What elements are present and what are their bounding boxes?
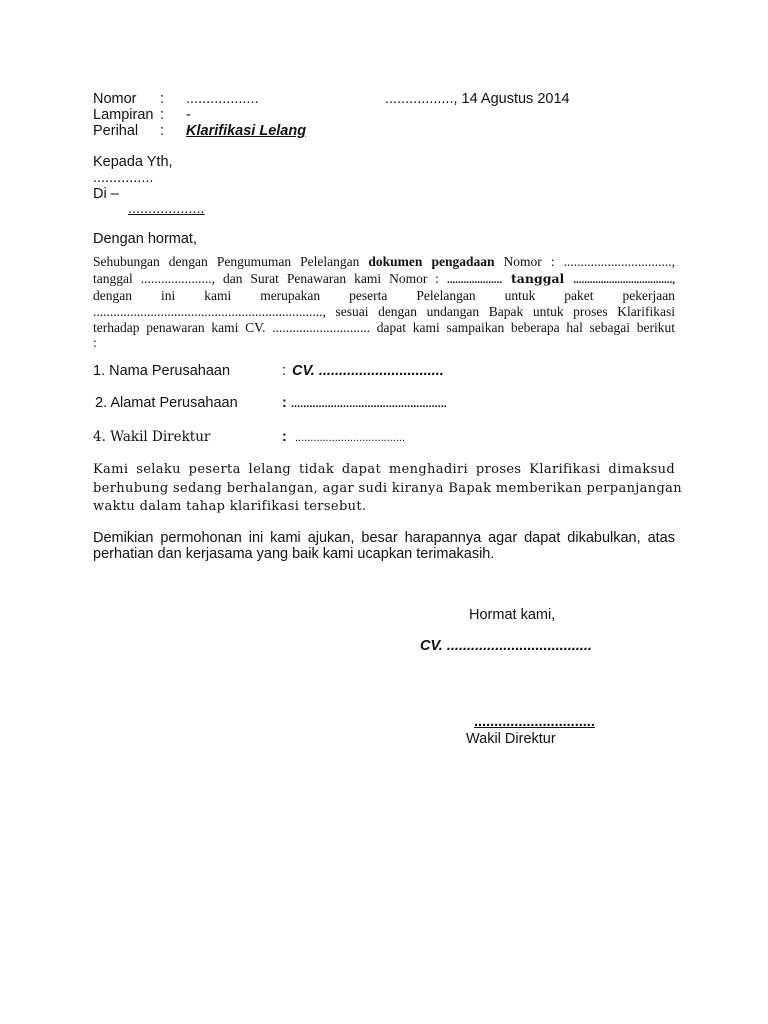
perihal-label: Perihal: [93, 123, 139, 139]
item-1-label: 1. Nama Perusahaan: [93, 363, 231, 379]
recipient-line-3: Di –: [93, 186, 119, 202]
signatory-title: Wakil Direktur: [466, 731, 556, 747]
paragraph-1-line-6: :: [93, 335, 97, 350]
item-2-value: ...................................................: [291, 398, 447, 410]
paragraph-2-line-1: Kami selaku peserta lelang tidak dapat menghadiri proses Klarifikasi dimaksud: [93, 462, 675, 477]
lampiran-label: Lampiran: [93, 107, 154, 123]
lampiran-colon: :: [160, 107, 165, 123]
paragraph-2-line-3: waktu dalam tahap klarifikasi tersebut.: [93, 499, 367, 514]
recipient-line-4: ...................: [128, 201, 205, 217]
item-2-label: 2. Alamat Perusahaan: [95, 395, 238, 411]
nomor-colon: :: [160, 91, 165, 107]
place-date: ................., 14 Agustus 2014: [385, 91, 570, 107]
lampiran-value: -: [186, 107, 191, 123]
item-4-colon: :: [282, 429, 287, 445]
paragraph-1-line-4: ...................................................................., sesuai dengan undangan Bapak untuk proses Klarifikasi: [93, 304, 675, 319]
perihal-colon: :: [160, 123, 165, 139]
paragraph-2-line-2: berhubung sedang berhalangan, agar sudi kiranya Bapak memberikan perpanjangan: [93, 481, 683, 496]
item-4-value: ....................................: [295, 432, 406, 444]
closing-hormat: Hormat kami,: [469, 607, 556, 623]
paragraph-1-line-5: terhadap penawaran kami CV. ............................. dapat kami sampaikan beberapa hal sebagai berikut: [93, 320, 675, 335]
paragraph-1-line-1: Sehubungan dengan Pengumuman Pelelangan dokumen pengadaan Nomor : ................................,: [93, 254, 675, 269]
signature-line: ..............................: [474, 714, 595, 730]
recipient-line-1: Kepada Yth,: [93, 154, 173, 170]
nomor-value: ..................: [186, 91, 259, 107]
item-1-value: CV. ...............................: [292, 363, 444, 379]
item-2-colon: :: [282, 395, 287, 411]
paragraph-1-line-3: dengan ini kami merupakan peserta Pelelangan untuk paket pekerjaan: [93, 288, 675, 303]
perihal-value: Klarifikasi Lelang: [186, 123, 307, 139]
item-4-label: 4. Wakil Direktur: [93, 429, 211, 445]
paragraph-3-line-1: Demikian permohonan ini kami ajukan, besar harapannya agar dapat dikabulkan, atas: [93, 530, 675, 546]
recipient-line-2: ...............: [93, 170, 154, 186]
greeting: Dengan hormat,: [93, 231, 197, 247]
nomor-label: Nomor: [93, 91, 137, 107]
paragraph-1-line-2: tanggal ....................., dan Surat Penawaran kami Nomor : .................... tanggal ....................................,: [93, 271, 676, 286]
paragraph-3-line-2: perhatian dan kerjasama yang baik kami ucapkan terimakasih.: [93, 546, 495, 562]
item-1-colon: :: [282, 363, 287, 379]
closing-company: CV. ....................................: [420, 638, 592, 654]
